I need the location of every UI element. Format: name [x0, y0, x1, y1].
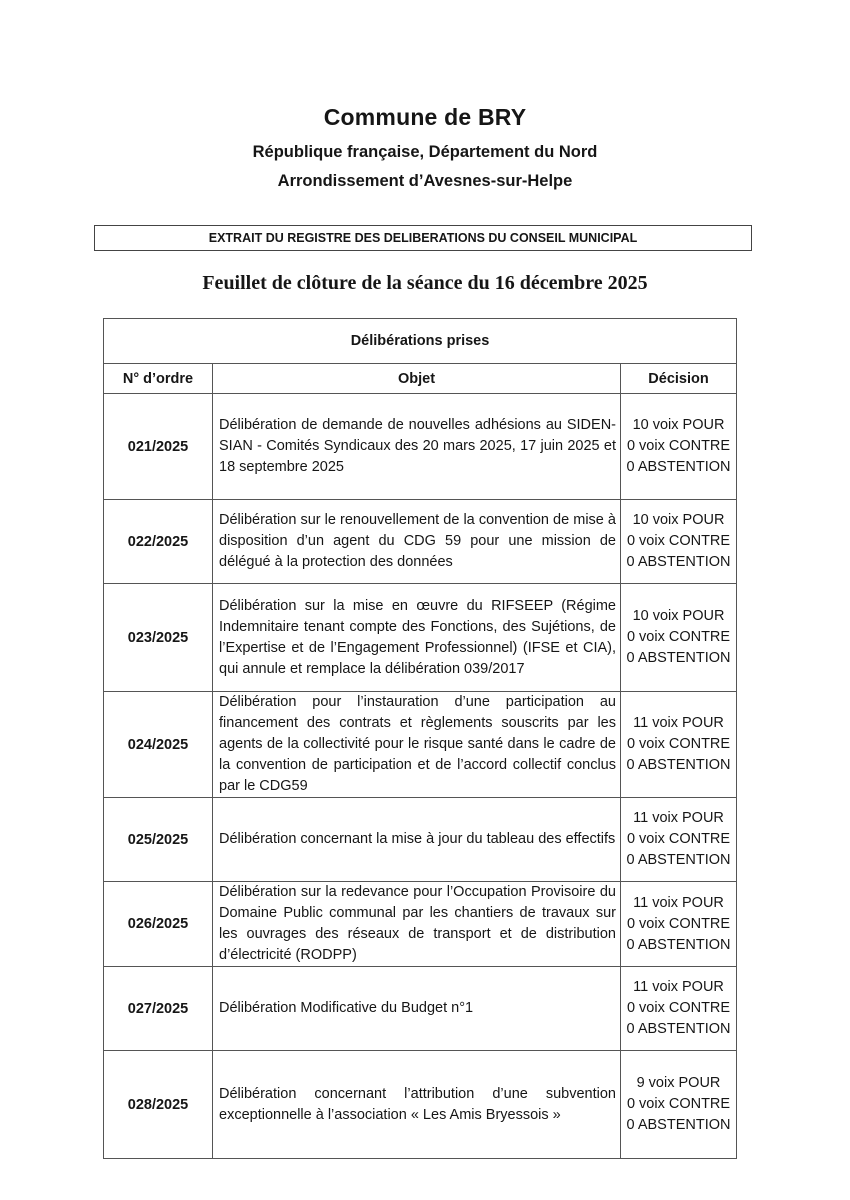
votes-pour: 10 voix POUR: [632, 417, 725, 433]
deliberation-object-text: Délibération concernant la mise à jour du tableau des effectifs: [219, 831, 616, 847]
votes-pour: 11 voix POUR: [633, 715, 724, 731]
table-row: [104, 882, 737, 967]
deliberation-number: 028/2025: [104, 1051, 213, 1159]
table-row: [104, 798, 737, 882]
votes-pour: 10 voix POUR: [632, 608, 725, 624]
votes-contre: 0 voix CONTRE: [626, 915, 731, 932]
deliberation-object: [213, 1051, 621, 1159]
deliberation-object-text: Délibération sur le renouvellement de la convention de mise à disposition d’un agent du CDG 59 pour une mission de délégué à la protection des données: [219, 512, 616, 570]
deliberation-object-text: Délibération concernant l’attribution d’une subvention exceptionnelle à l’association « Les Amis Bryessois »: [219, 1085, 616, 1123]
votes-abstention: 0 ABSTENTION: [626, 554, 731, 570]
deliberation-decision: [621, 500, 737, 584]
votes-pour: 11 voix POUR: [633, 979, 724, 995]
commune-title: Commune de BRY: [323, 104, 527, 130]
deliberation-object: [213, 967, 621, 1051]
deliberation-number: 025/2025: [104, 798, 213, 882]
deliberation-object-text: Délibération Modificative du Budget n°1: [219, 1000, 474, 1016]
deliberation-decision: [621, 798, 737, 882]
column-header-number: N° d’ordre: [104, 364, 213, 394]
votes-abstention: 0 ABSTENTION: [626, 757, 731, 773]
register-extract-banner: EXTRAIT DU REGISTRE DES DELIBERATIONS DU CONSEIL MUNICIPAL: [94, 225, 752, 251]
deliberation-decision: [621, 1051, 737, 1159]
column-header-object: Objet: [213, 364, 621, 394]
votes-contre: 0 voix CONTRE: [626, 533, 731, 549]
table-caption: Délibérations prises: [104, 319, 737, 364]
votes-contre: 0 voix CONTRE: [626, 831, 731, 847]
deliberation-object: [213, 584, 621, 692]
deliberation-object-text: Délibération sur la redevance pour l’Occupation Provisoire du Domaine Public communal par les chantiers de travaux sur les ouvrages des réseaux de transport et de distribution d’électricité (RODPP): [219, 884, 616, 963]
arrondissement-line: Arrondissement d’Avesnes-sur-Helpe: [277, 172, 573, 190]
deliberations-table: [103, 318, 737, 1159]
deliberation-number: 026/2025: [104, 882, 213, 967]
deliberation-decision: [621, 882, 737, 967]
table-row: [104, 394, 737, 500]
republic-department-line: République française, Département du Nord: [252, 143, 598, 161]
votes-contre: 0 voix CONTRE: [626, 1000, 731, 1016]
deliberation-object: [213, 692, 621, 798]
deliberation-object: [213, 882, 621, 967]
deliberation-object: [213, 798, 621, 882]
deliberation-decision: [621, 584, 737, 692]
deliberation-number: 027/2025: [104, 967, 213, 1051]
column-header-decision: Décision: [621, 364, 737, 394]
session-title: Feuillet de clôture de la séance du 16 décembre 2025: [202, 272, 648, 294]
votes-pour: 9 voix POUR: [636, 1075, 721, 1091]
table-row: [104, 500, 737, 584]
deliberation-decision: [621, 394, 737, 500]
votes-abstention: 0 ABSTENTION: [626, 459, 731, 475]
votes-pour: 11 voix POUR: [633, 894, 724, 911]
deliberation-object-text: Délibération de demande de nouvelles adhésions au SIDEN-SIAN - Comités Syndicaux des 20 mars 2025, 17 juin 2025 et 18 septembre 2025: [219, 417, 616, 475]
votes-contre: 0 voix CONTRE: [626, 736, 731, 752]
deliberation-decision: [621, 692, 737, 798]
deliberation-number: 021/2025: [104, 394, 213, 500]
deliberation-object-text: Délibération sur la mise en œuvre du RIFSEEP (Régime Indemnitaire tenant compte des Fonctions, des Sujétions, de l’Expertise et de l’Engagement Professionnel) (IFSE et CIA), qui annule et remplace la délibération 039/2017: [219, 597, 616, 677]
votes-pour: 11 voix POUR: [633, 810, 724, 826]
deliberation-number: 023/2025: [104, 584, 213, 692]
table-row: [104, 967, 737, 1051]
deliberation-object: [213, 500, 621, 584]
table-row: [104, 692, 737, 798]
deliberation-number: 022/2025: [104, 500, 213, 584]
votes-abstention: 0 ABSTENTION: [626, 936, 731, 953]
table-row: [104, 1051, 737, 1159]
votes-abstention: 0 ABSTENTION: [626, 650, 731, 666]
votes-contre: 0 voix CONTRE: [626, 438, 731, 454]
votes-contre: 0 voix CONTRE: [626, 629, 731, 645]
deliberation-decision: [621, 967, 737, 1051]
votes-contre: 0 voix CONTRE: [626, 1096, 731, 1112]
votes-pour: 10 voix POUR: [632, 512, 725, 528]
table-row: [104, 584, 737, 692]
deliberation-number: 024/2025: [104, 692, 213, 798]
votes-abstention: 0 ABSTENTION: [626, 1117, 731, 1133]
deliberation-object-text: Délibération pour l’instauration d’une participation au financement des contrats et règlements souscrits par les agents de la collectivité pour le risque santé dans le cadre de la convention de participation et de l’accord collectif conclus par le CDG59: [219, 694, 616, 794]
votes-abstention: 0 ABSTENTION: [626, 852, 731, 868]
deliberation-object: [213, 394, 621, 500]
votes-abstention: 0 ABSTENTION: [626, 1021, 731, 1037]
